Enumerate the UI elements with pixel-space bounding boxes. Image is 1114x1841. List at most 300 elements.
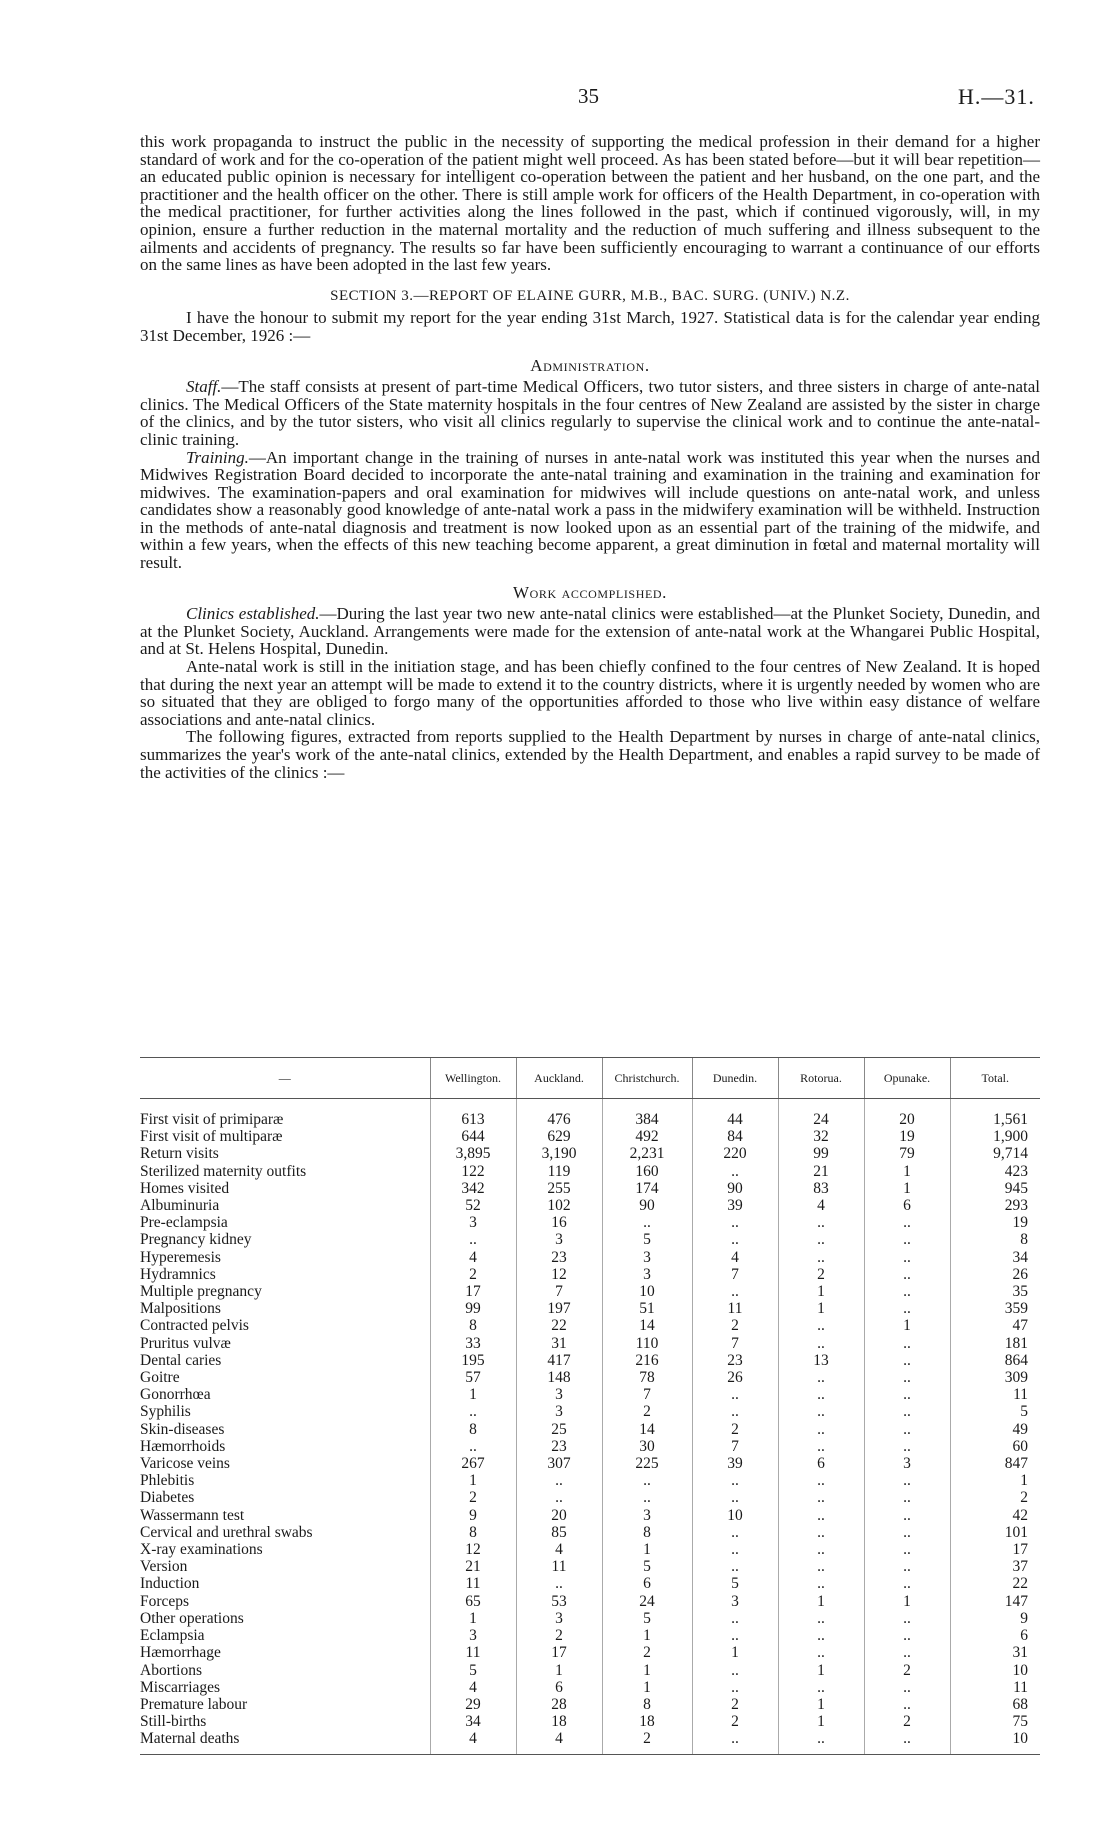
table-cell: 1 xyxy=(864,1163,950,1180)
table-cell: .. xyxy=(692,1283,778,1300)
table-cell: 57 xyxy=(430,1369,516,1386)
row-label: Pre-eclampsia xyxy=(140,1214,228,1232)
table-cell: 195 xyxy=(430,1352,516,1369)
table-cell: 1 xyxy=(778,1300,864,1317)
total-cell: 11 xyxy=(950,1386,1040,1403)
table-cell: 1 xyxy=(430,1386,516,1403)
table-cell: 5 xyxy=(602,1610,692,1627)
table-cell: 52 xyxy=(430,1197,516,1214)
table-cell: 99 xyxy=(778,1145,864,1162)
table-cell: 2 xyxy=(778,1266,864,1283)
table-cell: 14 xyxy=(602,1421,692,1438)
table-row xyxy=(140,1317,1040,1334)
paragraph-training xyxy=(140,449,1040,572)
table-cell: .. xyxy=(602,1472,692,1489)
total-cell: 42 xyxy=(950,1507,1040,1524)
row-label: Miscarriages xyxy=(140,1678,221,1696)
table-cell: .. xyxy=(864,1472,950,1489)
table-cell: 18 xyxy=(516,1713,602,1730)
table-cell: 1 xyxy=(864,1593,950,1610)
table-cell: 1 xyxy=(778,1713,864,1730)
total-cell: 10 xyxy=(950,1730,1040,1754)
table-cell: 1 xyxy=(516,1662,602,1679)
table-cell: 644 xyxy=(430,1128,516,1145)
table-cell: 28 xyxy=(516,1696,602,1713)
table-cell: 3 xyxy=(864,1455,950,1472)
table-cell: 2 xyxy=(602,1644,692,1661)
table-cell: 39 xyxy=(692,1455,778,1472)
row-label: First visit of multiparæ xyxy=(140,1128,283,1146)
table-row xyxy=(140,1283,1040,1300)
column-header: Dunedin. xyxy=(692,1058,778,1099)
table-header-row xyxy=(140,1058,1040,1099)
column-header: Christchurch. xyxy=(602,1058,692,1099)
table-row xyxy=(140,1662,1040,1679)
table-cell: 83 xyxy=(778,1180,864,1197)
table-cell: 26 xyxy=(692,1369,778,1386)
table-cell: 12 xyxy=(516,1266,602,1283)
table-cell: .. xyxy=(430,1403,516,1420)
table-cell: .. xyxy=(692,1610,778,1627)
table-cell: 216 xyxy=(602,1352,692,1369)
table-cell: 33 xyxy=(430,1335,516,1352)
table-cell: 10 xyxy=(692,1507,778,1524)
column-header: Rotorua. xyxy=(778,1058,864,1099)
table-cell: 5 xyxy=(602,1558,692,1575)
total-cell: 2 xyxy=(950,1489,1040,1506)
table-cell: 2 xyxy=(692,1696,778,1713)
table-cell: .. xyxy=(692,1231,778,1248)
table-cell: 2 xyxy=(430,1489,516,1506)
table-cell: 85 xyxy=(516,1524,602,1541)
table-cell: 17 xyxy=(430,1283,516,1300)
table-cell: 122 xyxy=(430,1163,516,1180)
table-row xyxy=(140,1730,1040,1754)
table-row xyxy=(140,1421,1040,1438)
total-cell: 293 xyxy=(950,1197,1040,1214)
table-cell: 3 xyxy=(430,1214,516,1231)
table-cell: 1 xyxy=(430,1472,516,1489)
table-cell: 197 xyxy=(516,1300,602,1317)
table-cell: 1 xyxy=(778,1696,864,1713)
table-cell: 11 xyxy=(430,1575,516,1592)
total-cell: 60 xyxy=(950,1438,1040,1455)
table-cell: 307 xyxy=(516,1455,602,1472)
table-cell: 5 xyxy=(692,1575,778,1592)
table-cell: 102 xyxy=(516,1197,602,1214)
row-label: Induction xyxy=(140,1575,200,1593)
table-cell: 24 xyxy=(778,1099,864,1129)
table-cell: 4 xyxy=(692,1249,778,1266)
table-cell: 160 xyxy=(602,1163,692,1180)
table-cell: 174 xyxy=(602,1180,692,1197)
table-row xyxy=(140,1524,1040,1541)
table-cell: 17 xyxy=(516,1644,602,1661)
column-header: Wellington. xyxy=(430,1058,516,1099)
total-cell: 147 xyxy=(950,1593,1040,1610)
table-cell: .. xyxy=(692,1558,778,1575)
total-cell: 68 xyxy=(950,1696,1040,1713)
table-cell: .. xyxy=(430,1231,516,1248)
table-cell: .. xyxy=(602,1489,692,1506)
table-cell: .. xyxy=(692,1403,778,1420)
table-cell: 19 xyxy=(864,1128,950,1145)
table-cell: .. xyxy=(864,1335,950,1352)
table-cell: 18 xyxy=(602,1713,692,1730)
table-cell: .. xyxy=(430,1438,516,1455)
table-cell: 90 xyxy=(602,1197,692,1214)
table-cell: 65 xyxy=(430,1593,516,1610)
total-cell: 945 xyxy=(950,1180,1040,1197)
table-cell: 21 xyxy=(430,1558,516,1575)
total-cell: 19 xyxy=(950,1214,1040,1231)
table-cell: 24 xyxy=(602,1593,692,1610)
table-cell: 3 xyxy=(516,1610,602,1627)
table-cell: 1 xyxy=(602,1662,692,1679)
table-cell: 613 xyxy=(430,1099,516,1129)
row-label: Hæmorrhoids xyxy=(140,1437,226,1455)
total-cell: 5 xyxy=(950,1403,1040,1420)
table-row xyxy=(140,1099,1040,1129)
table-cell: .. xyxy=(778,1231,864,1248)
table-cell: .. xyxy=(778,1507,864,1524)
table-cell: 3 xyxy=(430,1627,516,1644)
table-cell: .. xyxy=(692,1214,778,1231)
table-cell: .. xyxy=(864,1386,950,1403)
row-label: Version xyxy=(140,1558,188,1576)
table-cell: 3 xyxy=(516,1403,602,1420)
table-row xyxy=(140,1335,1040,1352)
row-label: Forceps xyxy=(140,1592,190,1610)
table-row xyxy=(140,1249,1040,1266)
table-cell: .. xyxy=(778,1438,864,1455)
table-cell: 12 xyxy=(430,1541,516,1558)
table-cell: .. xyxy=(778,1317,864,1334)
total-cell: 9,714 xyxy=(950,1145,1040,1162)
row-label: First visit of primiparæ xyxy=(140,1111,284,1128)
row-label: Other operations xyxy=(140,1609,244,1627)
row-label: Gonorrhœa xyxy=(140,1386,211,1404)
table-cell: 2,231 xyxy=(602,1145,692,1162)
table-cell: .. xyxy=(864,1507,950,1524)
table-cell: 13 xyxy=(778,1352,864,1369)
administration-heading: Administration. xyxy=(530,355,650,375)
table-cell: 8 xyxy=(602,1524,692,1541)
table-cell: .. xyxy=(516,1489,602,1506)
table-cell: 267 xyxy=(430,1455,516,1472)
row-label: Return visits xyxy=(140,1145,219,1163)
table-cell: 4 xyxy=(778,1197,864,1214)
table-cell: 110 xyxy=(602,1335,692,1352)
row-label: Sterilized maternity outfits xyxy=(140,1162,307,1180)
table-cell: .. xyxy=(778,1249,864,1266)
document-reference: H.—31. xyxy=(958,84,1035,109)
table-cell: .. xyxy=(778,1386,864,1403)
table-cell: .. xyxy=(864,1575,950,1592)
table-cell: .. xyxy=(864,1696,950,1713)
table-cell: .. xyxy=(864,1558,950,1575)
table-cell: 8 xyxy=(430,1524,516,1541)
table-cell: 11 xyxy=(516,1558,602,1575)
table-cell: .. xyxy=(692,1489,778,1506)
table-cell: 7 xyxy=(692,1438,778,1455)
table-cell: .. xyxy=(778,1541,864,1558)
table-cell: .. xyxy=(864,1421,950,1438)
column-header: Auckland. xyxy=(516,1058,602,1099)
table-cell: 84 xyxy=(692,1128,778,1145)
table-row xyxy=(140,1352,1040,1369)
table-cell: 23 xyxy=(692,1352,778,1369)
table-cell: 476 xyxy=(516,1099,602,1129)
table-row xyxy=(140,1575,1040,1592)
row-label: Hyperemesis xyxy=(140,1248,221,1266)
row-label: Dental caries xyxy=(140,1351,222,1369)
row-label: Pruritus vulvæ xyxy=(140,1334,231,1352)
table-cell: 10 xyxy=(602,1283,692,1300)
total-cell: 31 xyxy=(950,1644,1040,1661)
table-cell: .. xyxy=(778,1524,864,1541)
table-cell: 2 xyxy=(516,1627,602,1644)
table-cell: 99 xyxy=(430,1300,516,1317)
table-cell: 32 xyxy=(778,1128,864,1145)
clinic-statistics-table xyxy=(140,1057,1040,1755)
table-cell: 1 xyxy=(692,1644,778,1661)
table-row xyxy=(140,1266,1040,1283)
table-row xyxy=(140,1713,1040,1730)
table-cell: .. xyxy=(692,1386,778,1403)
table-cell: 34 xyxy=(430,1713,516,1730)
total-cell: 26 xyxy=(950,1266,1040,1283)
total-cell: 75 xyxy=(950,1713,1040,1730)
row-label: Contracted pelvis xyxy=(140,1317,249,1335)
table-cell: .. xyxy=(864,1300,950,1317)
table-row xyxy=(140,1163,1040,1180)
table-row xyxy=(140,1507,1040,1524)
table-cell: .. xyxy=(516,1472,602,1489)
table-cell: 23 xyxy=(516,1438,602,1455)
table-row xyxy=(140,1369,1040,1386)
table-cell: 2 xyxy=(692,1317,778,1334)
table-cell: 4 xyxy=(430,1679,516,1696)
table-cell: 7 xyxy=(692,1266,778,1283)
table-cell: .. xyxy=(864,1403,950,1420)
table-cell: 79 xyxy=(864,1145,950,1162)
table-cell: .. xyxy=(692,1662,778,1679)
table-cell: .. xyxy=(778,1644,864,1661)
table-cell: 3,895 xyxy=(430,1145,516,1162)
table-row xyxy=(140,1696,1040,1713)
work-accomplished-heading: Work accomplished. xyxy=(512,582,668,602)
table-cell: 4 xyxy=(516,1541,602,1558)
table-cell: 22 xyxy=(516,1317,602,1334)
table-cell: .. xyxy=(864,1610,950,1627)
table-row xyxy=(140,1438,1040,1455)
row-label: Still-births xyxy=(140,1713,207,1731)
table-cell: 6 xyxy=(864,1197,950,1214)
column-header: Opunake. xyxy=(864,1058,950,1099)
table-cell: 90 xyxy=(692,1180,778,1197)
table-cell: 3 xyxy=(516,1231,602,1248)
table-cell: .. xyxy=(778,1730,864,1754)
table-cell: 29 xyxy=(430,1696,516,1713)
total-cell: 47 xyxy=(950,1317,1040,1334)
row-label: Premature labour xyxy=(140,1695,248,1713)
table-cell: 1 xyxy=(778,1283,864,1300)
table-row xyxy=(140,1593,1040,1610)
table-cell: 384 xyxy=(602,1099,692,1129)
paragraph-ante-natal-work: Ante-natal work is still in the initiation stage, and has been chiefly confined to the four centres of New Zealand. It is hoped that during the next year an attempt will be made to extend it to the country districts, where it is urgently needed by women who are so situated that they are obliged to forgo many of the opportunities afforded to those who live within easy distance of welfare associations and ante-natal clinics. xyxy=(140,657,1040,729)
table-cell: 1 xyxy=(778,1662,864,1679)
table-cell: .. xyxy=(692,1679,778,1696)
total-cell: 37 xyxy=(950,1558,1040,1575)
table-row xyxy=(140,1489,1040,1506)
table-cell: 148 xyxy=(516,1369,602,1386)
row-label: Goitre xyxy=(140,1369,180,1387)
table-cell: .. xyxy=(692,1730,778,1754)
row-label: Skin-diseases xyxy=(140,1420,225,1438)
table-cell: 417 xyxy=(516,1352,602,1369)
table-cell: .. xyxy=(778,1558,864,1575)
table-cell: .. xyxy=(778,1489,864,1506)
table-cell: .. xyxy=(602,1214,692,1231)
table-cell: .. xyxy=(692,1541,778,1558)
table-row xyxy=(140,1231,1040,1248)
row-label: Eclampsia xyxy=(140,1627,205,1645)
table-cell: 1 xyxy=(602,1679,692,1696)
table-cell: 2 xyxy=(602,1403,692,1420)
table-cell: 25 xyxy=(516,1421,602,1438)
total-cell: 864 xyxy=(950,1352,1040,1369)
table-cell: 225 xyxy=(602,1455,692,1472)
table-cell: .. xyxy=(778,1369,864,1386)
total-cell: 1 xyxy=(950,1472,1040,1489)
table-cell: .. xyxy=(864,1352,950,1369)
table-cell: .. xyxy=(692,1163,778,1180)
body-text xyxy=(140,133,1040,781)
table-cell: 31 xyxy=(516,1335,602,1352)
clinics-text: —During the last year two new ante-natal clinics were established—at the Plunket Society, Dunedin, and at the Plunket Society, Auckland. Arrangements were made for the extension of ante-natal work at the Whangarei Public Hospital, and at St. Helens Hospital, Dunedin. xyxy=(140,604,1040,659)
row-label: Hydramnics xyxy=(140,1265,216,1283)
table-cell: .. xyxy=(778,1421,864,1438)
paragraph-intro: this work propaganda to instruct the public in the necessity of supporting the medical profession in their demand for a higher standard of work and for the co-operation of the patient might well proceed. As has been stated before—but it will bear repetition—an educated public opinion is necessary for intelligent co-operation between the patient and her husband, on the one part, and the practitioner and the health officer on the other. There is still ample work for officers of the Health Department, in co-operation with the medical practitioner, for further activities along the lines followed in the past, which if continued vigorously, will, in my opinion, ensure a further reduction in the maternal mortality and the reduction of much suffering and illness subsequent to the ailments and accidents of pregnancy. The results so far have been sufficiently encouraging to warrant a continuance of our efforts on the same lines as have been adopted in the last few years. xyxy=(140,132,1040,275)
table-cell: .. xyxy=(864,1438,950,1455)
table-cell: 7 xyxy=(602,1386,692,1403)
table-cell: .. xyxy=(864,1541,950,1558)
row-label: Multiple pregnancy xyxy=(140,1283,262,1301)
table-cell: 3 xyxy=(602,1507,692,1524)
table-row xyxy=(140,1541,1040,1558)
table-cell: 1 xyxy=(602,1541,692,1558)
row-label: Abortions xyxy=(140,1661,202,1679)
table-row xyxy=(140,1386,1040,1403)
row-label: Hæmorrhage xyxy=(140,1644,221,1662)
staff-label: Staff. xyxy=(186,377,222,397)
table-row xyxy=(140,1214,1040,1231)
total-cell: 1,561 xyxy=(950,1099,1040,1129)
total-cell: 6 xyxy=(950,1627,1040,1644)
training-label: Training. xyxy=(186,447,249,467)
table-cell: 4 xyxy=(430,1730,516,1754)
table-cell: 3 xyxy=(602,1249,692,1266)
table-cell: 23 xyxy=(516,1249,602,1266)
table-cell: 4 xyxy=(516,1730,602,1754)
table-cell: .. xyxy=(778,1679,864,1696)
clinics-label: Clinics established. xyxy=(186,604,320,624)
paragraph-staff xyxy=(140,378,1040,448)
table-cell: .. xyxy=(864,1730,950,1754)
row-label: Syphilis xyxy=(140,1403,191,1421)
table-cell: 20 xyxy=(516,1507,602,1524)
table-cell: .. xyxy=(778,1214,864,1231)
total-cell: 35 xyxy=(950,1283,1040,1300)
table-cell: 6 xyxy=(778,1455,864,1472)
row-label: Malpositions xyxy=(140,1300,221,1318)
row-label: Varicose veins xyxy=(140,1455,230,1473)
row-label: Albuminuria xyxy=(140,1197,220,1215)
table-cell: 5 xyxy=(430,1662,516,1679)
table-row xyxy=(140,1197,1040,1214)
column-header: Total. xyxy=(950,1058,1040,1099)
table-cell: 9 xyxy=(430,1507,516,1524)
total-cell: 309 xyxy=(950,1369,1040,1386)
table-cell: .. xyxy=(778,1610,864,1627)
table-cell: 2 xyxy=(430,1266,516,1283)
table-cell: .. xyxy=(516,1575,602,1592)
table-cell: 6 xyxy=(602,1575,692,1592)
table-cell: .. xyxy=(692,1627,778,1644)
table-cell: 3,190 xyxy=(516,1145,602,1162)
table-cell: 629 xyxy=(516,1128,602,1145)
table-cell: 3 xyxy=(602,1266,692,1283)
column-header: — xyxy=(140,1058,430,1099)
total-cell: 423 xyxy=(950,1163,1040,1180)
table-cell: 11 xyxy=(692,1300,778,1317)
table-cell: 1 xyxy=(864,1317,950,1334)
table-cell: .. xyxy=(864,1369,950,1386)
table-row xyxy=(140,1403,1040,1420)
staff-text: —The staff consists at present of part-time Medical Officers, two tutor sisters, and three sisters in charge of ante-natal clinics. The Medical Officers of the State maternity hospitals in the four centres of New Zealand are assisted by the sister in charge of the clinics, and by the tutor sisters, who visit all clinics regularly to supervise the clinical work and to continue the ante-natal-clinic training. xyxy=(140,377,1040,449)
paragraph-report-intro: I have the honour to submit my report for the year ending 31st March, 1927. Statistical data is for the calendar year ending 31st December, 1926 :— xyxy=(140,308,1040,345)
table-cell: .. xyxy=(864,1524,950,1541)
table-cell: .. xyxy=(778,1627,864,1644)
table-row xyxy=(140,1472,1040,1489)
table-cell: .. xyxy=(864,1627,950,1644)
table-cell: 3 xyxy=(692,1593,778,1610)
table-cell: 4 xyxy=(430,1249,516,1266)
table-cell: 39 xyxy=(692,1197,778,1214)
table-cell: 2 xyxy=(864,1662,950,1679)
total-cell: 11 xyxy=(950,1679,1040,1696)
table-cell: .. xyxy=(864,1214,950,1231)
table-cell: 11 xyxy=(430,1644,516,1661)
total-cell: 17 xyxy=(950,1541,1040,1558)
total-cell: 8 xyxy=(950,1231,1040,1248)
table-cell: 51 xyxy=(602,1300,692,1317)
table-cell: .. xyxy=(864,1644,950,1661)
table-cell: 44 xyxy=(692,1099,778,1129)
table-cell: .. xyxy=(864,1283,950,1300)
total-cell: 10 xyxy=(950,1662,1040,1679)
table-cell: 119 xyxy=(516,1163,602,1180)
table-cell: .. xyxy=(778,1472,864,1489)
row-label: Maternal deaths xyxy=(140,1730,430,1754)
table-cell: 3 xyxy=(516,1386,602,1403)
table-cell: 1 xyxy=(602,1627,692,1644)
table-cell: .. xyxy=(692,1524,778,1541)
total-cell: 34 xyxy=(950,1249,1040,1266)
table-row xyxy=(140,1627,1040,1644)
table-cell: 2 xyxy=(692,1713,778,1730)
